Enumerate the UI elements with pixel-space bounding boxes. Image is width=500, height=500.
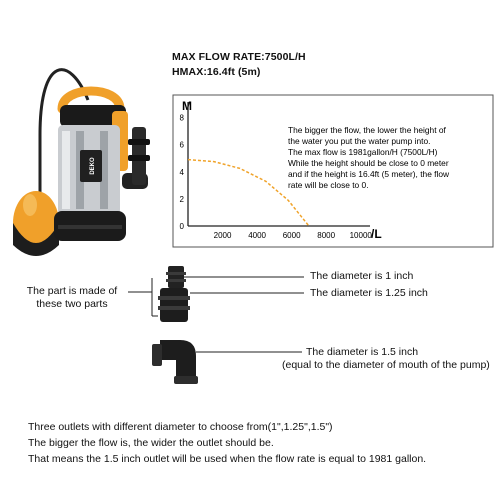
part-note-line: these two parts — [36, 298, 108, 310]
y-tick-label: 4 — [179, 167, 184, 177]
diameter-1-5-note: (equal to the diameter of mouth of the pump) — [282, 359, 490, 371]
diameter-1-25-inch: The diameter is 1.25 inch — [310, 287, 428, 299]
y-tick-label: 8 — [179, 113, 184, 123]
footer-line: That means the 1.5 inch outlet will be used when the flow rate is equal to 1981 gallon. — [28, 453, 427, 465]
x-tick-label: 8000 — [317, 231, 336, 240]
y-tick-label: 6 — [179, 140, 184, 150]
diameter-1-inch: The diameter is 1 inch — [310, 270, 414, 282]
footer-line: The bigger the flow is, the wider the outlet should be. — [28, 437, 274, 449]
footer-line: Three outlets with different diameter to choose from(1",1.25",1.5") — [28, 421, 333, 433]
annotation-line: The bigger the flow, the lower the height of — [288, 125, 446, 135]
x-tick-label: 10000 — [349, 231, 372, 240]
annotation-line: The max flow is 1981gallon/H (7500L/H) — [288, 147, 438, 157]
y-tick-label: 2 — [179, 194, 184, 204]
y-tick-label: 0 — [179, 222, 184, 231]
max-flow-rate: MAX FLOW RATE:7500L/H — [172, 51, 306, 63]
x-tick-label: 6000 — [282, 231, 301, 240]
annotation-line: While the height should be close to 0 meter — [288, 158, 449, 168]
diameter-1-5-inch: The diameter is 1.5 inch — [306, 346, 419, 358]
connector-small-part — [158, 266, 190, 322]
brand-label: DEKO — [90, 157, 96, 175]
part-bracket — [128, 278, 158, 316]
annotation-line: rate will be close to 0. — [288, 180, 369, 190]
annotation-line: and if the height is 16.4ft (5 meter), the flow — [288, 169, 450, 179]
x-tick-label: 2000 — [213, 231, 232, 240]
footer-text — [28, 419, 426, 467]
pointer-lines — [184, 277, 304, 352]
part-note-line: The part is made of — [26, 285, 118, 297]
pump-illustration — [0, 45, 170, 265]
max-height: HMAX:16.4ft (5m) — [172, 66, 261, 78]
annotation-line: the water you put the water pump into. — [288, 136, 431, 146]
flow-head-chart — [168, 92, 498, 252]
elbow-part — [152, 340, 198, 384]
y-axis-label: M — [182, 99, 192, 113]
x-axis-label: /L — [371, 227, 382, 241]
float-switch — [13, 191, 59, 256]
x-tick-label: 4000 — [248, 231, 266, 240]
